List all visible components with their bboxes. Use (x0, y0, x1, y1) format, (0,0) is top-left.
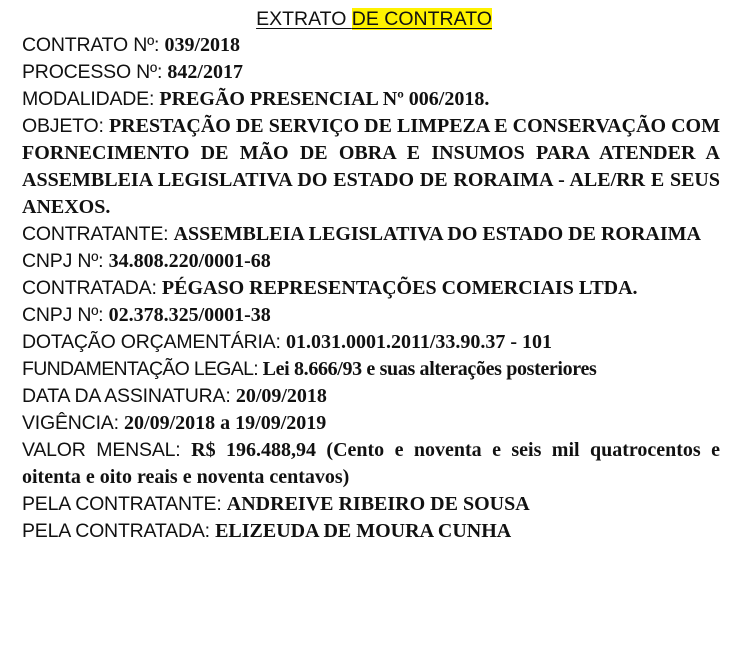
field-processo (22, 59, 720, 86)
field-label: VALOR MENSAL: (22, 439, 192, 461)
field-label: DOTAÇÃO ORÇAMENTÁRIA: (22, 331, 286, 353)
field-value: ELIZEUDA DE MOURA CUNHA (215, 520, 512, 542)
field-label: CONTRATO Nº: (22, 34, 165, 56)
field-cnpj-contratada (22, 302, 720, 329)
field-value: 34.808.220/0001-68 (108, 250, 271, 272)
field-cnpj-contratante (22, 248, 720, 275)
field-value: ASSEMBLEIA LEGISLATIVA DO ESTADO DE RORAIMA (173, 223, 701, 245)
field-dotacao (22, 329, 720, 356)
field-valor-mensal (22, 437, 720, 491)
field-label: CONTRATADA: (22, 277, 162, 299)
field-value: 20/09/2018 a 19/09/2019 (124, 412, 327, 434)
field-pela-contratante (22, 491, 720, 518)
field-modalidade (22, 86, 720, 113)
field-label: PELA CONTRATADA: (22, 520, 216, 542)
field-value: 20/09/2018 (235, 385, 327, 407)
document-title (22, 6, 720, 32)
contract-extract-document (22, 6, 720, 545)
field-label: CNPJ Nº: (22, 304, 109, 326)
field-label: PELA CONTRATANTE: (22, 493, 227, 515)
title-highlighted-text: DE CONTRATO (351, 8, 492, 30)
field-label: VIGÊNCIA: (22, 412, 125, 434)
field-value: R$ 196.488,94 (Cento e noventa e seis mil quatrocentos e oitenta e oito reais e noventa centavos) (22, 439, 720, 488)
field-contrato (22, 32, 720, 59)
field-label: DATA DA ASSINATURA: (22, 385, 236, 407)
field-value: 01.031.0001.2011/33.90.37 - 101 (285, 331, 553, 353)
field-value: Lei 8.666/93 e suas alterações posteriores (262, 358, 597, 380)
field-value: 02.378.325/0001-38 (108, 304, 271, 326)
field-contratante (22, 221, 720, 248)
field-label: PROCESSO Nº: (22, 61, 168, 83)
field-value: 039/2018 (164, 34, 241, 56)
field-contratada (22, 275, 720, 302)
field-value: PÉGASO REPRESENTAÇÕES COMERCIAIS LTDA. (161, 277, 638, 299)
field-label: MODALIDADE: (22, 88, 160, 110)
field-value: PRESTAÇÃO DE SERVIÇO DE LIMPEZA E CONSERVAÇÃO COM FORNECIMENTO DE MÃO DE OBRA E INSUMOS PARA ATENDER A ASSEMBLEIA LEGISLATIVA DO ESTADO DE RORAIMA - ALE/RR E SEUS ANEXOS. (22, 115, 720, 218)
field-value: 842/2017 (167, 61, 243, 83)
field-fundamentacao (22, 356, 720, 383)
field-objeto (22, 113, 720, 221)
field-data-assinatura (22, 383, 720, 410)
field-vigencia (22, 410, 720, 437)
field-label: OBJETO: (22, 115, 109, 137)
field-label: CONTRATANTE: (22, 223, 174, 245)
field-value: PREGÃO PRESENCIAL Nº 006/2018. (159, 88, 490, 110)
field-value: ANDREIVE RIBEIRO DE SOUSA (226, 493, 530, 515)
field-label: FUNDAMENTAÇÃO LEGAL: (22, 358, 263, 380)
field-label: CNPJ Nº: (22, 250, 109, 272)
field-pela-contratada (22, 518, 720, 545)
title-text: EXTRATO (256, 8, 352, 30)
